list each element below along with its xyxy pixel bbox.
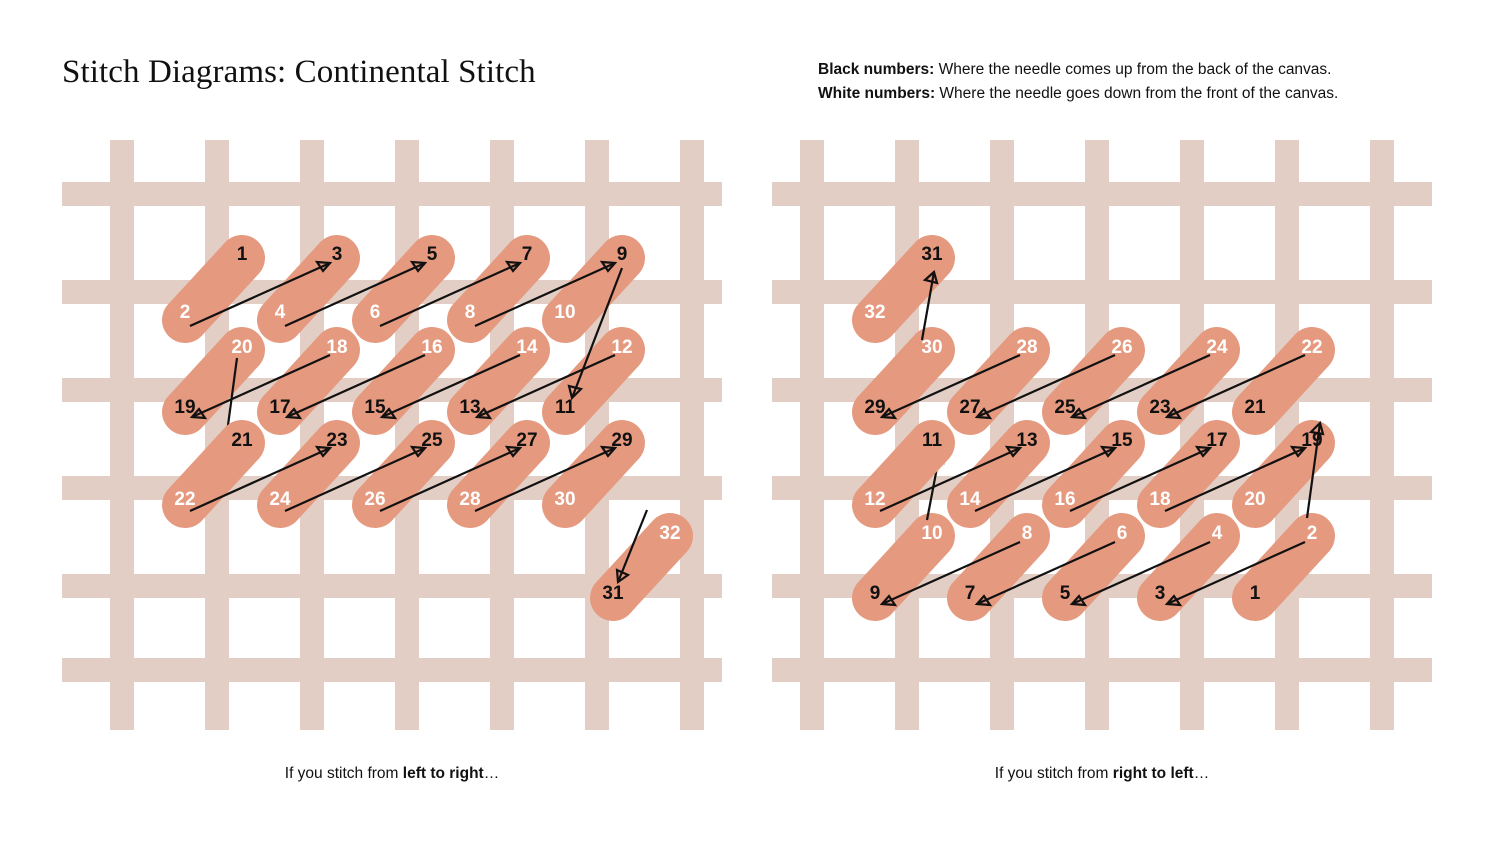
stitch-number: 27 xyxy=(959,397,981,419)
stitch xyxy=(864,337,942,418)
caption-right-bold: right to left xyxy=(1112,765,1194,782)
stitch-number: 22 xyxy=(174,489,196,511)
legend xyxy=(818,58,1338,106)
legend-black-text: Where the needle comes up from the back of the canvas. xyxy=(934,61,1332,78)
stitch-number: 20 xyxy=(1244,489,1266,511)
stitch-number: 9 xyxy=(869,583,881,605)
stitch-number: 4 xyxy=(274,302,286,324)
stitch-number: 10 xyxy=(921,523,943,545)
stitch-number: 1 xyxy=(236,244,248,266)
stitch-number: 8 xyxy=(1021,523,1033,545)
stitch-number: 4 xyxy=(1211,523,1223,545)
stitch-number: 28 xyxy=(1016,337,1038,359)
stitch-number: 20 xyxy=(231,337,253,359)
stitch-number: 14 xyxy=(516,337,538,359)
legend-white-label: White numbers: xyxy=(818,85,936,102)
caption-right-pre: If you stitch from xyxy=(994,765,1113,782)
stitch-number: 5 xyxy=(426,244,438,266)
page-title: Stitch Diagrams: Continental Stitch xyxy=(62,54,536,90)
caption-left-pre: If you stitch from xyxy=(284,765,403,782)
stitch-number: 7 xyxy=(521,244,533,266)
stitch-number: 13 xyxy=(1016,430,1038,452)
stitch-number: 2 xyxy=(179,302,191,324)
stitch-number: 7 xyxy=(964,583,976,605)
stitch-number: 23 xyxy=(326,430,348,452)
stitch-number: 32 xyxy=(659,523,681,545)
stitch-number: 5 xyxy=(1059,583,1071,605)
legend-line-black xyxy=(818,58,1338,82)
stitch-number: 13 xyxy=(459,397,481,419)
stitch-number: 26 xyxy=(364,489,386,511)
stitch-number: 3 xyxy=(1154,583,1166,605)
stitch-number: 15 xyxy=(364,397,386,419)
stitch-number: 30 xyxy=(921,337,943,359)
stitch-number: 21 xyxy=(231,430,253,452)
stitch-number: 8 xyxy=(464,302,476,324)
stitch-number: 16 xyxy=(421,337,443,359)
stitch-number: 14 xyxy=(959,489,981,511)
stitch-number: 24 xyxy=(269,489,291,511)
stitch-number: 19 xyxy=(174,397,196,419)
caption-left xyxy=(62,765,722,783)
legend-black-label: Black numbers: xyxy=(818,61,935,78)
caption-left-bold: left to right xyxy=(402,765,484,782)
stitch-number: 18 xyxy=(326,337,348,359)
stitch-number: 31 xyxy=(602,583,624,605)
stitch-number: 22 xyxy=(1301,337,1323,359)
stitch-number: 24 xyxy=(1206,337,1228,359)
stitch-number: 17 xyxy=(1206,430,1228,452)
stitch-number: 19 xyxy=(1301,430,1323,452)
caption-right-post: … xyxy=(1193,765,1210,782)
stitch xyxy=(180,244,248,323)
diagram-left-to-right xyxy=(62,140,722,730)
legend-white-text: Where the needle goes down from the front of the canvas. xyxy=(935,85,1339,102)
stitch-number: 11 xyxy=(921,430,943,452)
stitch-number: 27 xyxy=(516,430,538,452)
stitch-number: 32 xyxy=(864,302,886,324)
stitch-number: 28 xyxy=(459,489,481,511)
stitch-number: 30 xyxy=(554,489,576,511)
stitch-number: 6 xyxy=(1116,523,1128,545)
stitch-number: 16 xyxy=(1054,489,1076,511)
caption-left-post: … xyxy=(483,765,500,782)
stitch-number: 23 xyxy=(1149,397,1171,419)
stitch xyxy=(174,337,252,418)
stitch-number: 25 xyxy=(421,430,443,452)
stitch-number: 2 xyxy=(1306,523,1318,545)
stitch-number: 11 xyxy=(554,397,576,419)
stitch-number: 18 xyxy=(1149,489,1171,511)
stitch-number: 3 xyxy=(331,244,343,266)
stitch-number: 25 xyxy=(1054,397,1076,419)
stitch-number: 9 xyxy=(616,244,628,266)
stitch-number: 21 xyxy=(1244,397,1266,419)
stitch-number: 17 xyxy=(269,397,291,419)
stitch-number: 12 xyxy=(864,489,886,511)
stitch-number: 26 xyxy=(1111,337,1133,359)
stitch-number: 6 xyxy=(369,302,381,324)
stitch-number: 1 xyxy=(1249,583,1261,605)
stitch-number: 29 xyxy=(611,430,633,452)
caption-right xyxy=(772,765,1432,783)
stitch-number: 12 xyxy=(611,337,633,359)
stitch-number: 31 xyxy=(921,244,943,266)
stitch-number: 15 xyxy=(1111,430,1133,452)
legend-line-white xyxy=(818,82,1338,106)
stitch-number: 10 xyxy=(554,302,576,324)
stitch-number: 29 xyxy=(864,397,886,419)
diagram-right-to-left xyxy=(772,140,1432,730)
